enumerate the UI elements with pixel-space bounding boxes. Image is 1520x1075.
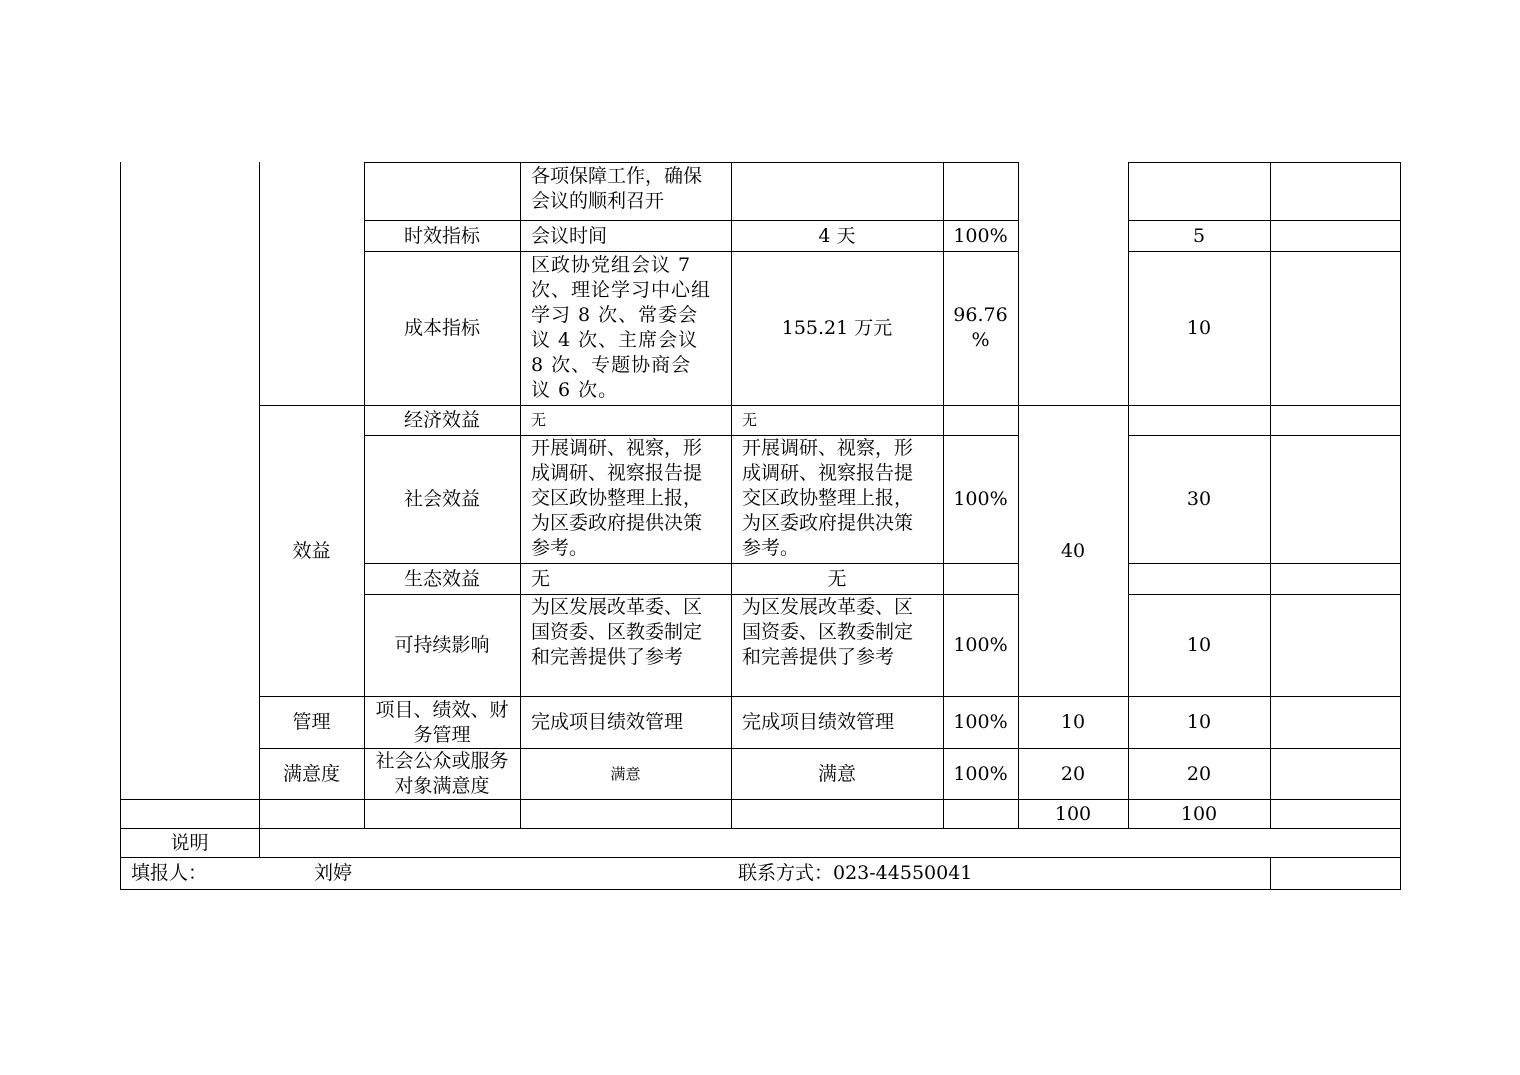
col-line xyxy=(1270,162,1271,828)
filler-name-cell xyxy=(314,858,434,889)
indicator-label: 可持续影响 xyxy=(394,634,490,656)
rate-timeliness xyxy=(943,221,1018,251)
score-text: 10 xyxy=(1186,317,1212,339)
row-line xyxy=(364,162,1019,163)
content-text: 无 xyxy=(531,567,551,590)
score-text: 20 xyxy=(1186,762,1212,785)
row-line xyxy=(120,828,1401,829)
score-text: 10 xyxy=(1186,634,1212,656)
actual-ecological xyxy=(731,564,943,594)
rate-text-line2: % xyxy=(971,329,990,351)
actual-text: 无 xyxy=(742,411,758,429)
score-social xyxy=(1128,436,1270,563)
category-satisfaction xyxy=(259,749,364,799)
content-text: 区政协党组会议 7 次、理论学习中心组学习 8 次、常委会议 4 次、主席会议 8 次、专题协商会议 6 次。 xyxy=(531,254,712,401)
indicator-management xyxy=(364,697,520,748)
filler-name: 刘婷 xyxy=(314,862,353,884)
rate-sustainable xyxy=(943,595,1018,696)
indicator-social xyxy=(364,436,520,563)
filler-label-cell xyxy=(131,858,251,889)
content-ecological xyxy=(520,564,731,594)
content-sustainable xyxy=(520,595,731,696)
content-text: 会议时间 xyxy=(531,224,608,247)
rate-text: 100% xyxy=(953,634,1008,656)
content-text: 各项保障工作，确保会议的顺利召开 xyxy=(531,165,703,212)
col-line xyxy=(1270,857,1271,890)
content-cost xyxy=(520,253,731,405)
indicator-economic xyxy=(364,406,520,435)
actual-social xyxy=(731,436,943,563)
actual-text: 为区发展改革委、区国资委、区教委制定和完善提供了参考 xyxy=(742,596,914,668)
content-text: 开展调研、视察，形成调研、视察报告提交区政协整理上报，为区委政府提供决策参考。 xyxy=(531,437,703,559)
rate-text: 100% xyxy=(953,711,1008,733)
content-text: 无 xyxy=(531,411,547,429)
indicator-ecological xyxy=(364,564,520,594)
weight-text: 40 xyxy=(1060,539,1086,562)
contact-text: 联系方式：023-44550041 xyxy=(738,862,973,884)
actual-economic xyxy=(731,406,943,435)
row-line xyxy=(1128,162,1401,163)
actual-text: 155.21 万元 xyxy=(781,317,893,339)
rate-text: 100% xyxy=(953,488,1008,510)
score-text: 10 xyxy=(1186,711,1212,733)
indicator-sustainable xyxy=(364,595,520,696)
content-text: 完成项目绩效管理 xyxy=(531,711,684,733)
contact-cell xyxy=(738,858,1138,889)
rate-social xyxy=(943,436,1018,563)
actual-text: 开展调研、视察，形成调研、视察报告提交区政协整理上报，为区委政府提供决策参考。 xyxy=(742,437,914,559)
actual-text: 无 xyxy=(827,567,847,590)
actual-satisfaction xyxy=(731,749,943,799)
indicator-label: 项目、绩效、财务管理 xyxy=(375,698,509,746)
total-score xyxy=(1128,800,1270,828)
content-satisfaction xyxy=(520,749,731,799)
category-label: 效益 xyxy=(292,539,331,562)
total-weight-text: 100 xyxy=(1054,802,1092,825)
category-benefit xyxy=(259,406,364,696)
indicator-label: 生态效益 xyxy=(403,567,480,590)
row-line xyxy=(120,889,1401,890)
total-weight xyxy=(1018,800,1128,828)
weight-satisfaction xyxy=(1018,749,1128,799)
score-text: 5 xyxy=(1192,224,1206,247)
content-economic xyxy=(520,406,731,435)
score-satisfaction xyxy=(1128,749,1270,799)
actual-cost xyxy=(731,252,943,405)
row-line xyxy=(1128,563,1401,564)
category-label: 管理 xyxy=(292,711,331,733)
indicator-label: 社会效益 xyxy=(403,488,480,510)
actual-management xyxy=(731,697,943,748)
content-social xyxy=(520,436,731,563)
indicator-label: 成本指标 xyxy=(403,317,480,339)
content-text: 满意 xyxy=(610,764,641,783)
rate-management xyxy=(943,697,1018,748)
actual-text: 4 天 xyxy=(818,224,856,247)
notes-label: 说明 xyxy=(170,831,209,854)
filler-label: 填报人： xyxy=(131,862,208,884)
content-management xyxy=(520,697,731,748)
content-text: 为区发展改革委、区国资委、区教委制定和完善提供了参考 xyxy=(531,596,703,668)
col-line xyxy=(120,162,121,890)
weight-text: 10 xyxy=(1060,711,1086,733)
weight-text: 20 xyxy=(1060,762,1086,785)
indicator-label: 社会公众或服务对象满意度 xyxy=(375,750,509,797)
total-score-text: 100 xyxy=(1180,802,1218,825)
notes-label-cell xyxy=(120,829,259,857)
indicator-timeliness xyxy=(364,221,520,251)
category-management xyxy=(259,697,364,748)
rate-text: 100% xyxy=(953,762,1008,785)
score-cost xyxy=(1128,252,1270,405)
rate-text-line1: 96.76 xyxy=(953,304,1008,326)
rate-satisfaction xyxy=(943,749,1018,799)
category-label: 满意度 xyxy=(282,762,340,785)
score-timeliness xyxy=(1128,221,1270,251)
indicator-label: 时效指标 xyxy=(403,224,480,247)
content-timeliness xyxy=(520,221,731,251)
indicator-content-continuation xyxy=(520,164,731,220)
weight-benefit xyxy=(1018,406,1128,696)
score-management xyxy=(1128,697,1270,748)
actual-sustainable xyxy=(731,595,943,696)
actual-timeliness xyxy=(731,221,943,251)
score-sustainable xyxy=(1128,595,1270,696)
col-line xyxy=(1400,162,1401,890)
rate-text: 100% xyxy=(953,224,1008,247)
weight-management xyxy=(1018,697,1128,748)
actual-text: 完成项目绩效管理 xyxy=(742,711,895,733)
indicator-label: 经济效益 xyxy=(403,409,480,431)
indicator-satisfaction xyxy=(364,749,520,799)
indicator-cost xyxy=(364,252,520,405)
rate-cost xyxy=(943,303,1018,355)
score-text: 30 xyxy=(1186,488,1212,510)
actual-text: 满意 xyxy=(817,762,856,785)
